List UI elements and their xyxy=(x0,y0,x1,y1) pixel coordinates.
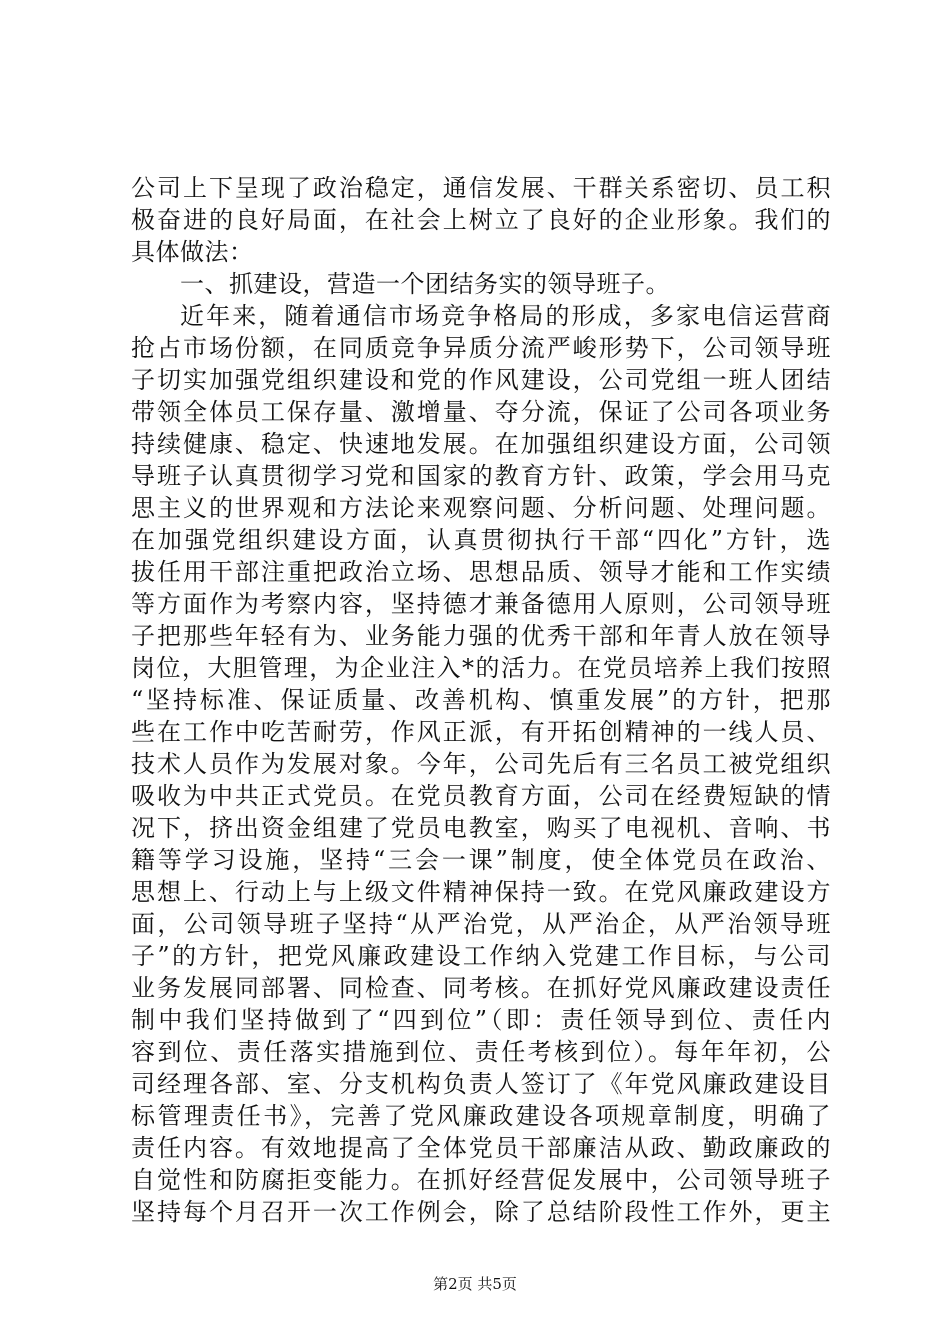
text-line: 自觉性和防腐拒变能力。在抓好经营促发展中，公司领导班子 xyxy=(131,1166,831,1194)
text-line: 司经理各部、室、分支机构负责人签订了《年党风廉政建设目 xyxy=(131,1070,831,1098)
section-heading: 一、抓建设，营造一个团结务实的领导班子。 xyxy=(180,270,670,298)
text-line: 责任内容。有效地提高了全体党员干部廉洁从政、勤政廉政的 xyxy=(131,1134,831,1162)
text-line: 极奋进的良好局面，在社会上树立了良好的企业形象。我们的 xyxy=(131,206,831,234)
text-line: 在加强党组织建设方面，认真贯彻执行干部“四化”方针，选 xyxy=(131,526,831,554)
text-line: 近年来，随着通信市场竞争格局的形成，多家电信运营商 xyxy=(180,302,831,330)
text-line: 导班子认真贯彻学习党和国家的教育方针、政策，学会用马克 xyxy=(131,462,831,490)
text-line: “坚持标准、保证质量、改善机构、慎重发展”的方针，把那 xyxy=(131,686,831,714)
text-line: 拔任用干部注重把政治立场、思想品质、领导才能和工作实绩 xyxy=(131,558,831,586)
text-line: 况下，挤出资金组建了党员电教室，购买了电视机、音响、书 xyxy=(131,814,831,842)
text-line: 公司上下呈现了政治稳定，通信发展、干群关系密切、员工积 xyxy=(131,174,831,202)
text-line: 子把那些年轻有为、业务能力强的优秀干部和年青人放在领导 xyxy=(131,622,831,650)
text-line: 思想上、行动上与上级文件精神保持一致。在党风廉政建设方 xyxy=(131,878,831,906)
document-body xyxy=(131,172,831,1228)
text-line: 坚持每个月召开一次工作例会，除了总结阶段性工作外，更主 xyxy=(131,1198,831,1226)
page-footer xyxy=(0,1274,950,1294)
text-line: 容到位、责任落实措施到位、责任考核到位）。每年年初，公 xyxy=(131,1038,831,1066)
text-line: 思主义的世界观和方法论来观察问题、分析问题、处理问题。 xyxy=(131,494,831,522)
text-line: 业务发展同部署、同检查、同考核。在抓好党风廉政建设责任 xyxy=(131,974,831,1002)
text-line: 抢占市场份额，在同质竞争异质分流严峻形势下，公司领导班 xyxy=(131,334,831,362)
text-line: 岗位，大胆管理，为企业注入*的活力。在党员培养上我们按照 xyxy=(131,654,831,682)
text-line: 带领全体员工保存量、激增量、夺分流，保证了公司各项业务 xyxy=(131,398,831,426)
text-line: 制中我们坚持做到了“四到位”（即：责任领导到位、责任内 xyxy=(131,1006,831,1034)
text-line: 标管理责任书》，完善了党风廉政建设各项规章制度，明确了 xyxy=(131,1102,831,1130)
text-line: 子”的方针，把党风廉政建设工作纳入党建工作目标，与公司 xyxy=(131,942,831,970)
text-line: 子切实加强党组织建设和党的作风建设，公司党组一班人团结 xyxy=(131,366,831,394)
text-line: 吸收为中共正式党员。在党员教育方面，公司在经费短缺的情 xyxy=(131,782,831,810)
text-line: 技术人员作为发展对象。今年，公司先后有三名员工被党组织 xyxy=(131,750,831,778)
text-line: 持续健康、稳定、快速地发展。在加强组织建设方面，公司领 xyxy=(131,430,831,458)
text-line: 等方面作为考察内容，坚持德才兼备德用人原则，公司领导班 xyxy=(131,590,831,618)
text-line: 面，公司领导班子坚持“从严治党，从严治企，从严治领导班 xyxy=(131,910,831,938)
page-indicator: 第2页 共5页 xyxy=(433,1275,517,1293)
text-line: 些在工作中吃苦耐劳，作风正派，有开拓创精神的一线人员、 xyxy=(131,718,831,746)
text-line: 籍等学习设施，坚持“三会一课”制度，使全体党员在政治、 xyxy=(131,846,831,874)
text-line: 具体做法： xyxy=(131,238,254,266)
